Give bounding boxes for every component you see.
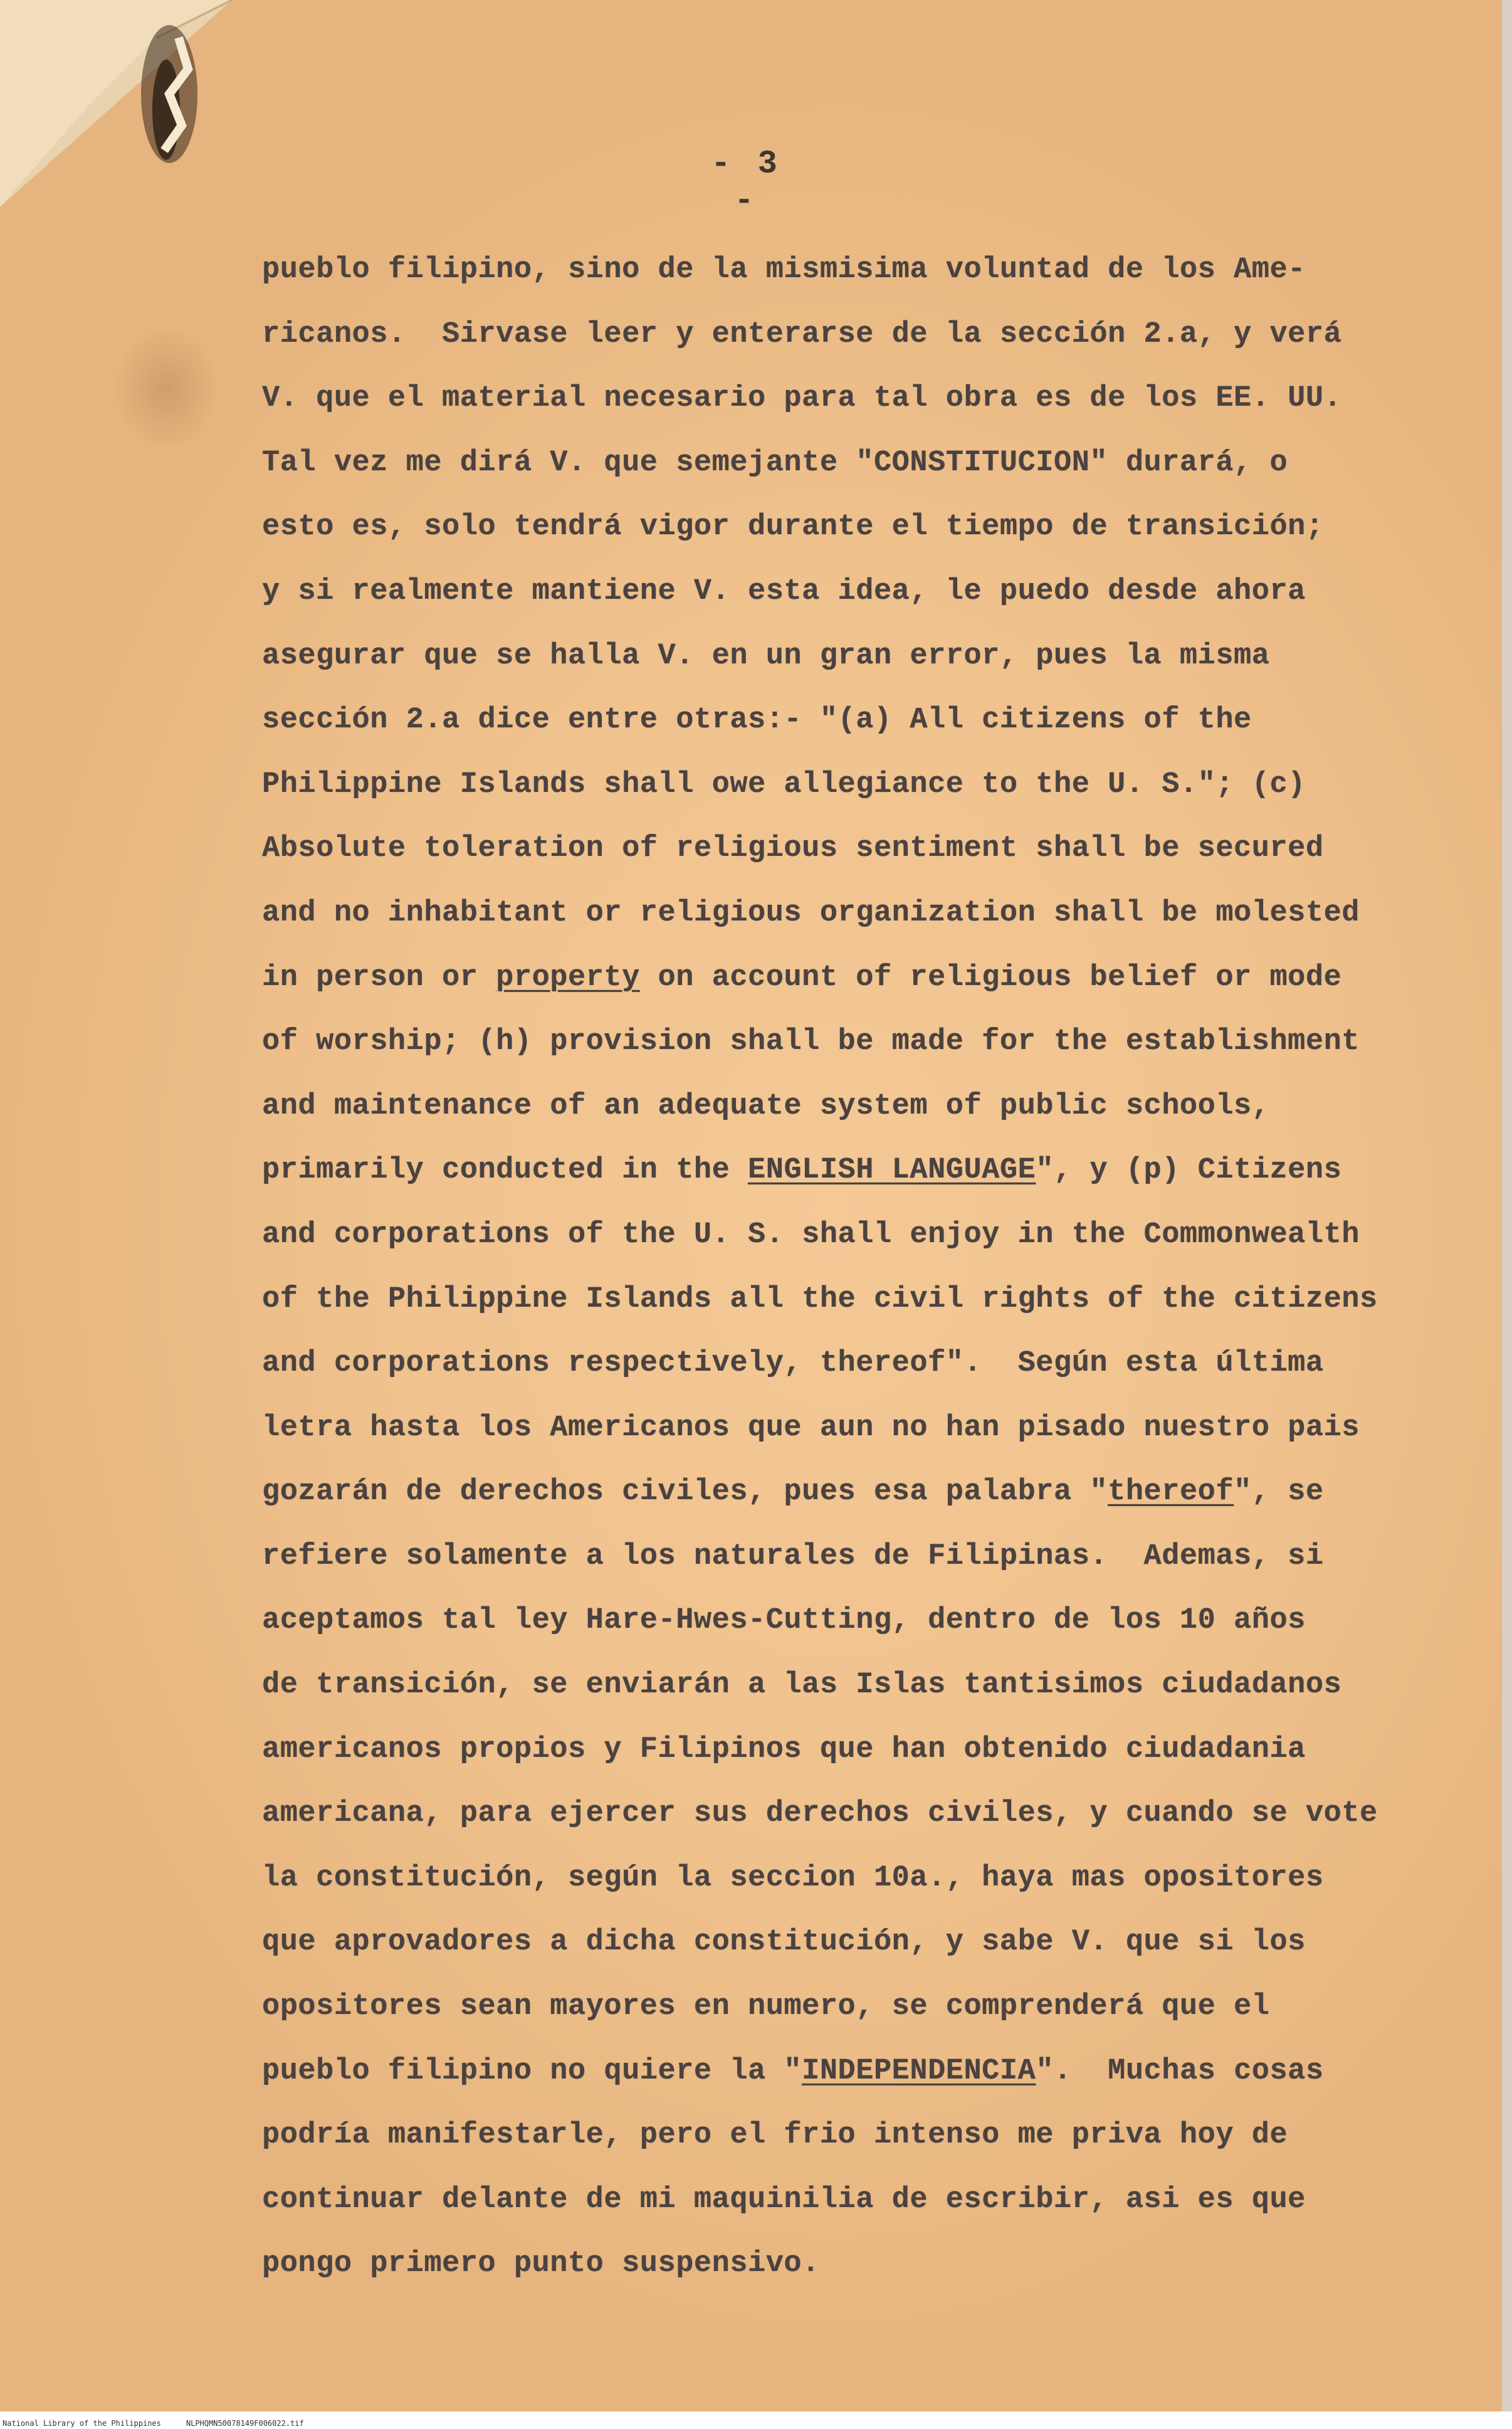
text-line: [262, 1139, 1453, 1203]
text-segment: sección 2.a dice entre otras:- "(a) All citizens of the: [262, 703, 1252, 737]
text-segment: Absolute toleration of religious sentiment shall be secured: [262, 832, 1324, 866]
text-line: [262, 303, 1453, 367]
text-line: [262, 1847, 1453, 1911]
text-segment: pueblo filipino, sino de la mismisima voluntad de los Ame-: [262, 253, 1306, 287]
text-segment: primarily conducted in the: [262, 1154, 748, 1188]
text-line: [262, 2232, 1453, 2297]
scan-footer: [3, 2419, 329, 2428]
text-segment: la constitución, según la seccion 10a., haya mas opositores: [262, 1861, 1324, 1895]
text-line: [262, 1910, 1453, 1975]
text-line: [262, 1589, 1453, 1653]
text-line: [262, 1653, 1453, 1718]
text-line: [262, 1460, 1453, 1525]
text-line: [262, 2104, 1453, 2168]
text-line: [262, 946, 1453, 1011]
text-line: [262, 560, 1453, 624]
text-segment: of worship; (h) provision shall be made for the establishment: [262, 1025, 1360, 1059]
text-segment: asegurar que se halla V. en un gran error, pues la misma: [262, 639, 1270, 673]
text-segment: continuar delante de mi maquinilia de escribir, asi es que: [262, 2183, 1306, 2216]
text-segment: on account of religious belief or mode: [639, 961, 1342, 994]
text-line: [262, 688, 1453, 753]
text-segment: de transición, se enviarán a las Islas tantisimos ciudadanos: [262, 1668, 1342, 1702]
text-segment: ricanos. Sirvase leer y enterarse de la sección 2.a, y verá: [262, 317, 1342, 351]
text-line: [262, 1203, 1453, 1268]
text-line: [262, 2040, 1453, 2104]
text-line: [262, 1975, 1453, 2040]
text-segment: opositores sean mayores en numero, se comprenderá que el: [262, 1990, 1270, 2024]
text-line: [262, 495, 1453, 560]
text-line: [262, 817, 1453, 882]
text-segment: and no inhabitant or religious organization shall be molested: [262, 896, 1360, 930]
text-segment: V. que el material necesario para tal obra es de los EE. UU.: [262, 382, 1342, 416]
text-line: [262, 238, 1453, 303]
text-segment: pueblo filipino no quiere la ": [262, 2054, 802, 2088]
text-segment: and maintenance of an adequate system of public schools,: [262, 1089, 1270, 1123]
text-segment: ". Muchas cosas: [1036, 2054, 1324, 2088]
text-line: [262, 367, 1453, 431]
text-line: [262, 431, 1453, 496]
text-line: [262, 1010, 1453, 1075]
text-segment: and corporations of the U. S. shall enjoy in the Commonwealth: [262, 1218, 1360, 1251]
text-line: [262, 1782, 1453, 1847]
text-segment: of the Philippine Islands all the civil rights of the citizens: [262, 1282, 1378, 1316]
underlined-text: ENGLISH LANGUAGE: [748, 1154, 1036, 1188]
text-line: [262, 2168, 1453, 2233]
text-line: [262, 1396, 1453, 1461]
text-line: [262, 1332, 1453, 1396]
underlined-text: INDEPENDENCIA: [802, 2054, 1036, 2088]
text-segment: aceptamos tal ley Hare-Hwes-Cutting, dentro de los 10 años: [262, 1604, 1306, 1638]
library-credit: National Library of the Philippines: [3, 2419, 161, 2428]
text-segment: refiere solamente a los naturales de Filipinas. Ademas, si: [262, 1539, 1324, 1573]
text-line: [262, 624, 1453, 689]
text-segment: que aprovadores a dicha constitución, y sabe V. que si los: [262, 1926, 1306, 1959]
text-segment: esto es, solo tendrá vigor durante el tiempo de transición;: [262, 510, 1324, 544]
underlined-text: property: [496, 961, 640, 994]
text-segment: gozarán de derechos civiles, pues esa palabra ": [262, 1475, 1108, 1509]
text-segment: ", y (p) Citizens: [1036, 1154, 1342, 1188]
file-identifier: NLPHQMN50078149F006022.tif: [186, 2419, 304, 2428]
page-number: - 3 -: [711, 145, 781, 219]
text-segment: ", se: [1234, 1475, 1324, 1509]
text-segment: in person or: [262, 961, 496, 994]
torn-corner-damage: [0, 0, 238, 213]
text-segment: Philippine Islands shall owe allegiance to the U. S."; (c): [262, 767, 1306, 801]
text-segment: pongo primero punto suspensivo.: [262, 2247, 820, 2281]
underlined-text: thereof: [1108, 1475, 1234, 1509]
text-segment: y si realmente mantiene V. esta idea, le puedo desde ahora: [262, 574, 1306, 608]
text-line: [262, 1075, 1453, 1139]
text-line: [262, 882, 1453, 946]
text-segment: americanos propios y Filipinos que han obtenido ciudadania: [262, 1732, 1306, 1766]
letter-body: [262, 238, 1453, 2297]
text-line: [262, 1268, 1453, 1332]
scan-edge: [1502, 0, 1512, 2429]
text-line: [262, 1525, 1453, 1589]
text-segment: americana, para ejercer sus derechos civiles, y cuando se vote: [262, 1797, 1378, 1831]
text-line: [262, 753, 1453, 818]
text-segment: podría manifestarle, pero el frio intenso me priva hoy de: [262, 2119, 1288, 2152]
text-line: [262, 1718, 1453, 1783]
text-segment: and corporations respectively, thereof". Según esta última: [262, 1347, 1324, 1381]
text-segment: Tal vez me dirá V. que semejante "CONSTITUCION" durará, o: [262, 446, 1288, 480]
text-segment: letra hasta los Americanos que aun no han pisado nuestro pais: [262, 1411, 1360, 1445]
